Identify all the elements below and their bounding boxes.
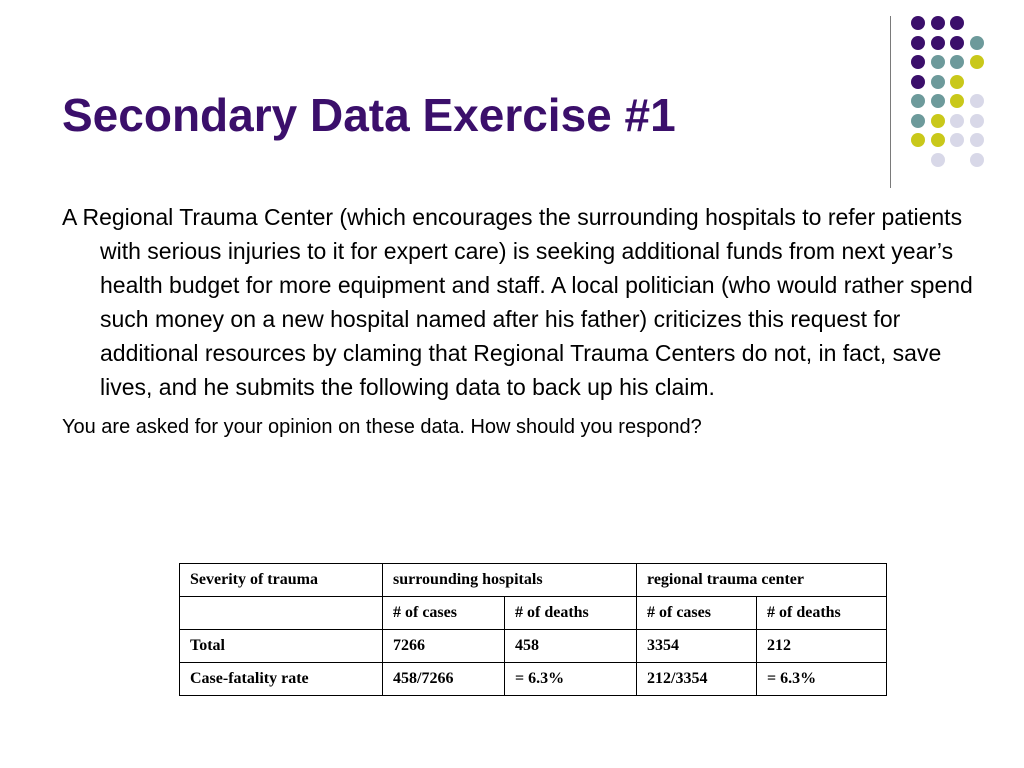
table-row — [180, 663, 887, 696]
decorative-dot — [950, 133, 964, 147]
decorative-dot — [970, 153, 984, 167]
scenario-paragraph: A Regional Trauma Center (which encourages the surrounding hospitals to refer patients with serious injuries to it for expert care) is seeking additional funds from next year’s health budget for more equipment and staff. A local politician (who would rather spend such money on a new hospital named after his father) criticizes this request for additional resources by claming that Regional Trauma Centers do not, in fact, save lives, and he submits the following data to back up his claim. — [62, 204, 973, 400]
decorative-dot — [931, 94, 945, 108]
table-cell: 212 — [757, 630, 887, 663]
table-row — [180, 630, 887, 663]
decorative-dot — [970, 114, 984, 128]
decorative-dot — [911, 36, 925, 50]
question-paragraph: You are asked for your opinion on these data. How should you respond? — [62, 416, 702, 438]
header-severity: Severity of trauma — [180, 564, 383, 597]
table-cell: 458 — [505, 630, 637, 663]
decorative-dot — [950, 94, 964, 108]
decorative-dot — [911, 94, 925, 108]
decorative-dot — [931, 55, 945, 69]
decorative-dot — [950, 16, 964, 30]
header-regional-trauma-center: regional trauma center — [637, 564, 887, 597]
decorative-dot — [931, 133, 945, 147]
decorative-dot — [911, 114, 925, 128]
table-cell: Total — [180, 630, 383, 663]
decorative-dot — [970, 94, 984, 108]
table-header-row — [180, 564, 887, 597]
table-cell: # of deaths — [505, 597, 637, 630]
table-subheader-row — [180, 597, 887, 630]
decorative-dot — [970, 133, 984, 147]
table-cell: 7266 — [383, 630, 505, 663]
decorative-dot — [950, 36, 964, 50]
decorative-dot — [970, 55, 984, 69]
trauma-data-table — [179, 563, 887, 696]
decorative-dot — [950, 114, 964, 128]
decorative-dot — [911, 55, 925, 69]
table-cell: = 6.3% — [505, 663, 637, 696]
vertical-divider — [890, 16, 891, 188]
decorative-dot — [931, 153, 945, 167]
decorative-dot — [931, 75, 945, 89]
decorative-dot — [931, 114, 945, 128]
table-cell: # of cases — [383, 597, 505, 630]
decorative-dot — [911, 75, 925, 89]
table-cell: = 6.3% — [757, 663, 887, 696]
header-surrounding-hospitals: surrounding hospitals — [383, 564, 637, 597]
decorative-dot — [950, 55, 964, 69]
decorative-dot — [931, 16, 945, 30]
slide-title: Secondary Data Exercise #1 — [62, 89, 676, 141]
decorative-dot — [911, 16, 925, 30]
decorative-dot — [931, 36, 945, 50]
table-cell: Case-fatality rate — [180, 663, 383, 696]
decorative-dot — [911, 133, 925, 147]
table-cell: # of cases — [637, 597, 757, 630]
table-cell — [180, 597, 383, 630]
slide-body — [62, 200, 982, 440]
table-cell: 3354 — [637, 630, 757, 663]
table-cell: 458/7266 — [383, 663, 505, 696]
table-cell: 212/3354 — [637, 663, 757, 696]
table-cell: # of deaths — [757, 597, 887, 630]
decorative-dot — [970, 36, 984, 50]
decorative-dot — [950, 75, 964, 89]
